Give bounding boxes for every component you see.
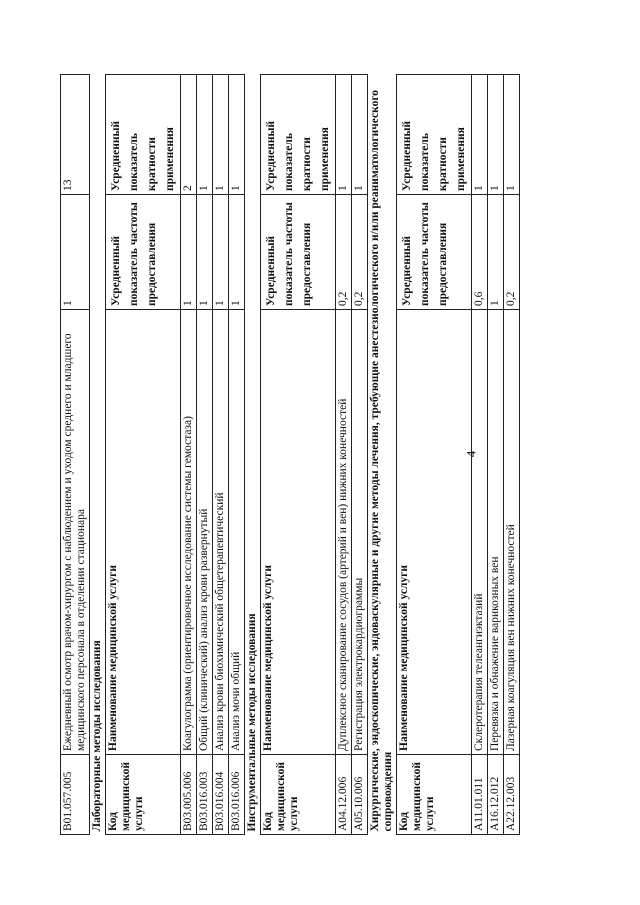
service-code-text: B03.016.006 [230,771,242,831]
service-frequency-text: 0,6 [473,291,485,306]
service-multiplicity-text: 1 [337,185,349,191]
service-code [472,755,488,835]
service-name-text: Перевязка и обнажение варикозных вен [489,556,501,751]
service-frequency-text: 1 [182,300,194,306]
section-title: Лабораторные методы исследования [90,75,106,835]
table-row [504,75,520,835]
service-code [352,755,368,835]
service-multiplicity-text: 1 [230,185,242,191]
service-frequency [336,195,352,310]
table-row [488,75,504,835]
service-name-text: Анализ мочи общий [230,651,242,751]
service-multiplicity [352,75,368,195]
service-name-text: Коагулограмма (ориентировочное исследование системы гемостаза) [182,416,194,751]
service-multiplicity-text: 1 [489,185,501,191]
service-code-text: B03.016.004 [214,771,226,831]
header-name-text: Наименование медицинской услуги [398,564,410,751]
service-name-text: Регистрация электрокардиограммы [353,577,365,751]
header-code-text: Код медицинской услуги [398,761,436,831]
service-code: B01.057.005 [61,755,90,835]
services-table [60,74,520,835]
service-name [229,310,245,755]
service-frequency [472,195,488,310]
header-frequency [106,195,181,310]
service-frequency: 1 [61,195,90,310]
service-name [181,310,197,755]
service-name [213,310,229,755]
section-title: Инструментальные методы исследования [245,75,261,835]
table-row [197,75,213,835]
service-frequency-text: 0,2 [505,291,517,306]
service-code-text: A22.12.003 [505,776,517,831]
service-frequency-text: 1 [214,300,226,306]
header-multiplicity-text: Усредненный показатель кратности применения [265,120,331,191]
service-name [472,310,488,755]
header-name [106,310,181,755]
service-code-text: A11.01.011 [473,777,485,831]
header-frequency-text: Усредненный показатель частоты предоставления [265,202,313,306]
table-row [229,75,245,835]
service-name-text: Лазерная коагуляция вен нижних конечностей [505,524,517,751]
header-code-text: Код медицинской услуги [262,761,300,831]
header-frequency [397,195,472,310]
table-row [61,75,90,835]
header-frequency [261,195,336,310]
service-frequency [229,195,245,310]
header-code [261,755,336,835]
service-multiplicity-text: 1 [214,185,226,191]
service-code [181,755,197,835]
service-multiplicity [504,75,520,195]
service-multiplicity [197,75,213,195]
section-title: Хирургические, эндоскопические, эндоваскулярные и другие методы лечения, требующие анестезиологического и/или реаниматологического сопровождения [368,75,397,835]
service-multiplicity-text: 1 [353,185,365,191]
service-code [229,755,245,835]
service-code [488,755,504,835]
header-name [261,310,336,755]
service-code [336,755,352,835]
header-row [397,75,472,835]
table-row [336,75,352,835]
header-frequency-text: Усредненный показатель частоты предоставления [401,202,449,306]
service-code-text: A05.10.006 [353,776,365,831]
service-multiplicity [472,75,488,195]
service-code-text: B03.005.006 [182,771,194,831]
service-frequency [213,195,229,310]
service-name [488,310,504,755]
service-multiplicity [181,75,197,195]
header-multiplicity-text: Усредненный показатель кратности применения [401,120,467,191]
service-code-text: A04.12.006 [337,776,349,831]
header-multiplicity [397,75,472,195]
service-frequency-text: 0,2 [353,291,365,306]
service-multiplicity [213,75,229,195]
header-multiplicity [261,75,336,195]
service-multiplicity-text: 1 [505,185,517,191]
section-heading-row [245,75,261,835]
service-code-text: B03.016.003 [198,771,210,831]
header-name-text: Наименование медицинской услуги [107,564,119,751]
table-row [213,75,229,835]
service-name-text: Анализ крови биохимический общетерапевтический [214,492,226,751]
header-code [397,755,472,835]
header-multiplicity [106,75,181,195]
service-multiplicity [488,75,504,195]
header-frequency-text: Усредненный показатель частоты предоставления [110,202,158,306]
table-row [352,75,368,835]
header-code-text: Код медицинской услуги [107,761,145,831]
table-row [472,75,488,835]
service-multiplicity [336,75,352,195]
service-multiplicity-text: 2 [182,185,194,191]
service-frequency [181,195,197,310]
service-name-text: Дуплексное сканирование сосудов (артерий и вен) нижних конечностей [337,398,349,751]
service-name [352,310,368,755]
service-name [504,310,520,755]
section-heading-row [90,75,106,835]
service-frequency [488,195,504,310]
service-multiplicity-text: 1 [198,185,210,191]
service-frequency-text: 1 [230,300,242,306]
service-name: Ежедневный осмотр врачом-хирургом с наблюдением и уходом среднего и младшего медицинского персонала в отделении стационара [61,310,90,755]
header-code [106,755,181,835]
service-frequency-text: 1 [198,300,210,306]
service-frequency [504,195,520,310]
services-table-rotated [60,75,520,835]
service-code [197,755,213,835]
service-multiplicity [229,75,245,195]
section-heading-row [368,75,397,835]
service-frequency-text: 0,2 [337,291,349,306]
service-frequency-text: 1 [489,300,501,306]
header-multiplicity-text: Усредненный показатель кратности применения [110,120,176,191]
service-code-text: A16.12.012 [489,776,501,831]
service-code [504,755,520,835]
service-frequency [197,195,213,310]
service-name-text: Склеротерапия телеангиэктазий [473,593,485,751]
service-multiplicity: 13 [61,75,90,195]
service-name [197,310,213,755]
service-code [213,755,229,835]
header-row [106,75,181,835]
service-name [336,310,352,755]
service-frequency [352,195,368,310]
header-name-text: Наименование медицинской услуги [262,564,274,751]
table-row [181,75,197,835]
header-row [261,75,336,835]
service-multiplicity-text: 1 [473,185,485,191]
service-name-text: Общий (клинический) анализ крови развернутый [198,508,210,751]
header-name [397,310,472,755]
page-number: 4 [463,450,479,458]
